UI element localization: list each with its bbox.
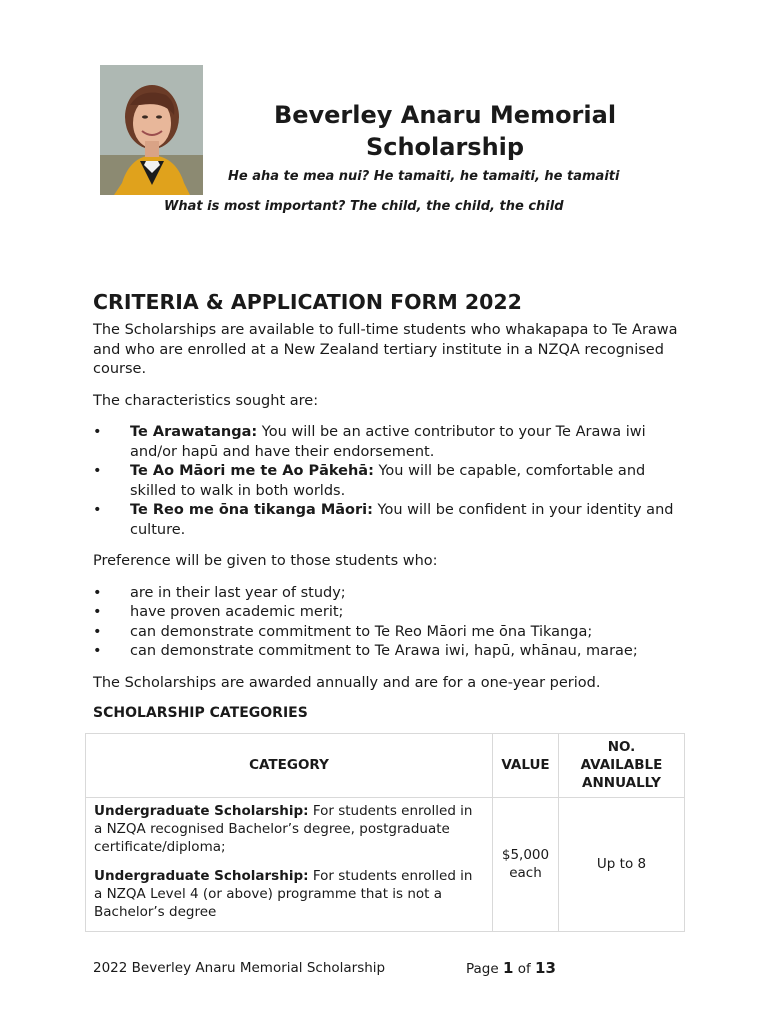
category-text: For students enrolled in a NZQA recognised Bachelor’s degree, postgraduate certificate/diploma;: [94, 802, 473, 855]
preference-text: have proven academic merit;: [130, 604, 344, 620]
characteristics-lead: The characteristics sought are:: [93, 392, 319, 409]
page-title: [240, 99, 650, 163]
characteristics-list: [93, 423, 693, 540]
bullet-icon: •: [93, 604, 102, 620]
value-unit: each: [509, 865, 542, 881]
bullet-icon: •: [93, 502, 102, 518]
category-term: Undergraduate Scholarship:: [94, 867, 309, 884]
available-header-line-2: AVAILABLE: [580, 757, 663, 773]
footer-document-name: 2022 Beverley Anaru Memorial Scholarship: [93, 960, 386, 976]
title-line-1: Beverley Anaru Memorial: [273, 101, 617, 129]
category-term: Undergraduate Scholarship:: [94, 802, 309, 819]
categories-heading: SCHOLARSHIP CATEGORIES: [93, 705, 308, 721]
proverb-maori: He aha te mea nui? He tamaiti, he tamaiti, he tamaiti: [228, 169, 620, 184]
list-item: [93, 423, 693, 462]
form-heading: CRITERIA & APPLICATION FORM 2022: [93, 290, 522, 314]
category-entry: [94, 867, 484, 921]
characteristic-term: Te Ao Māori me te Ao Pākehā:: [130, 463, 374, 479]
bullet-icon: •: [93, 463, 102, 479]
list-item: [93, 584, 693, 604]
preference-text: are in their last year of study;: [130, 584, 346, 601]
characteristic-text: You will be an active contributor to your Te Arawa iwi and/or hapū and have their endorsement.: [130, 424, 646, 460]
preference-text: can demonstrate commitment to Te Reo Māori me ōna Tikanga;: [130, 623, 593, 640]
page-word: Page: [466, 961, 503, 977]
list-item: [93, 623, 693, 643]
table-header-row: [86, 733, 685, 797]
column-header-category: CATEGORY: [86, 733, 493, 797]
available-header-line-1: NO.: [607, 739, 636, 755]
category-entry: [94, 802, 484, 856]
bullet-icon: •: [93, 643, 102, 659]
portrait-photo: [100, 65, 203, 195]
bullet-icon: •: [93, 623, 102, 640]
available-cell: Up to 8: [559, 797, 685, 931]
bullet-icon: •: [93, 424, 102, 440]
value-cell: [493, 797, 559, 931]
column-header-value: VALUE: [493, 733, 559, 797]
awarded-note: The Scholarships are awarded annually and are for a one-year period.: [93, 674, 601, 691]
value-amount: $5,000: [501, 847, 550, 863]
table-row: [86, 797, 685, 931]
characteristic-term: Te Arawatanga:: [130, 424, 258, 440]
characteristic-text: You will be confident in your identity and culture.: [130, 502, 674, 538]
page-indicator: [466, 959, 556, 978]
title-line-2: Scholarship: [365, 133, 525, 161]
intro-paragraph: The Scholarships are available to full-time students who whakapapa to Te Arawa and who are enrolled at a New Zealand tertiary institute in a NZQA recognised course.: [93, 322, 678, 377]
column-header-available: [559, 733, 685, 797]
bullet-icon: •: [93, 584, 102, 601]
category-cell: [86, 797, 493, 931]
page-of: of: [513, 961, 536, 977]
list-item: [93, 642, 693, 662]
category-text: For students enrolled in a NZQA Level 4 (or above) programme that is not a Bachelor’s degree: [94, 867, 473, 920]
preference-lead: Preference will be given to those students who:: [93, 553, 438, 569]
list-item: [93, 501, 693, 540]
preferences-list: [93, 584, 693, 662]
main-content: [93, 288, 693, 932]
list-item: [93, 603, 693, 623]
categories-table: [85, 733, 685, 932]
list-item: [93, 462, 693, 501]
proverb-english: What is most important? The child, the child, the child: [164, 199, 564, 214]
preference-text: can demonstrate commitment to Te Arawa iwi, hapū, whānau, marae;: [130, 643, 638, 659]
characteristic-text: You will be capable, comfortable and skilled to walk in both worlds.: [130, 463, 646, 499]
available-header-line-3: ANNUALLY: [582, 775, 661, 791]
page-total: 13: [535, 959, 556, 977]
characteristic-term: Te Reo me ōna tikanga Māori:: [130, 502, 373, 518]
page-current: 1: [502, 959, 514, 977]
